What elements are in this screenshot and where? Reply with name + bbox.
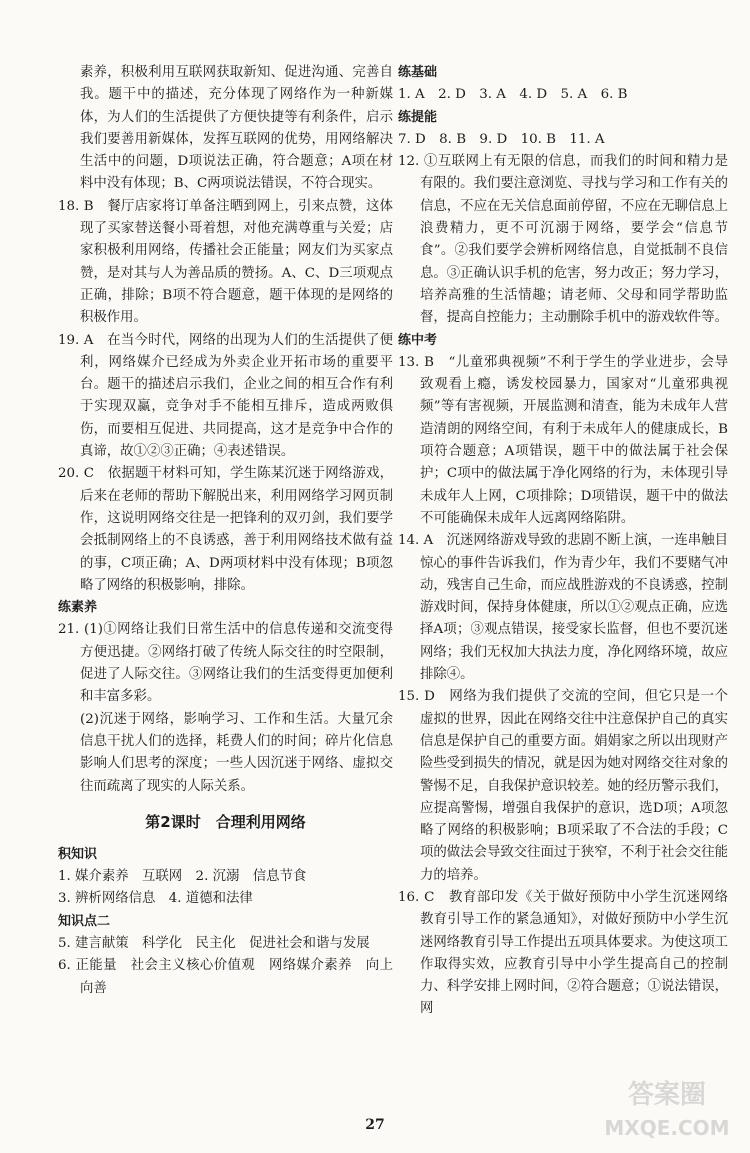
answer-12: 12. ①互联网上有无限的信息，而我们的时间和精力是有限的。我们要注意浏览、寻找与学习和工作有关的信息，不应在无关信息面前停留，不应在无聊信息上浪费精力，更不可沉溺于网络，要学会“信息节食”。②我们要学会辨析网络信息，自觉抵制不良信息。③正确认识手机的危害，努力改正；努力学习，培养高雅的生活情趣；请老师、父母和同学帮助监督，提高自控能力；主动删除手机中的游戏软件等。 [398,154,728,326]
knowledge-items-3-4: 3. 辨析网络信息 4. 道德和法律 [58,891,253,907]
section-heading-tineng: 练提能 [398,109,438,125]
knowledge-item-5: 5. 建言献策 科学化 民主化 促进社会和谐与发展 [58,935,370,951]
watermark-text-url: MXQE.COM [604,1116,730,1140]
section-heading-suyang: 练素养 [58,600,98,616]
answer-14: 14. A 沉迷网络游戏导致的悲剧不断上演，一连串触目惊心的事件告诉我们，作为青少年，我们不要赌气冲动，残害自己生命，而应战胜游戏的不良诱惑，控制游戏时间，保持身体健康，所以①②观点正确，应选择A项；③观点错误，接受家长监督，但也不要沉迷网络；我们无权加大执法力度，净化网络环境，故应排除④。 [398,533,728,683]
answers-tineng: 7. D 8. B 9. D 10. B 11. A [398,131,605,147]
section-heading-jizhishi: 积知识 [58,846,98,862]
page-number: 27 [365,1117,385,1133]
knowledge-items-1-2: 1. 媒介素养 互联网 2. 沉溺 信息节食 [58,869,307,885]
section-heading-jichu: 练基础 [398,65,438,80]
watermark-text-cn: 答案圈 [627,1080,707,1110]
watermark-logo [592,1067,742,1147]
section-heading-zhishidian2: 知识点二 [58,913,111,929]
answer-17-continuation: 素养，积极利用互联网获取新知、促进沟通、完善自我。题干中的描述，充分体现了网络作为一种新媒体，为人们的生活提供了方便快捷等有利条件，启示我们要善用新媒体，发挥互联网的优势，用网络解决生活中的问题，D项说法正确，符合题意；A项在材料中没有体现；B、C两项说法错误，不符合现实。 [80,65,393,192]
answer-21-part1: 21. (1)①网络让我们日常生活中的信息传递和交流变得方便迅捷。②网络打破了传统人际交往的时空限制，促进了人际交往。③网络让我们的生活变得更加便利和丰富多彩。 [58,622,393,705]
answer-16: 16. C 教育部印发《关于做好预防中小学生沉迷网络教育引导工作的紧急通知》，对做好预防中小学生沉迷网络教育引导工作提出五项具体要求。为使这项工作取得实效，应教育引导中小学生提高自己的控制力、科学安排上网时间，②符合题意；①说法错误，网 [398,889,728,1017]
answer-15: 15. D 网络为我们提供了交流的空间，但它只是一个虚拟的世界，因此在网络交往中注意保护自己的真实信息是保护自己的重要方面。娟娟家之所以出现财产险些受到损失的情况，就是因为她对网络交往对象的警惕不足，自我保护意识较差。她的经历警示我们，应提高警惕，增强自我保护的意识，选D项；A项忽略了网络的积极影响；B项采取了不合法的手段；C项的做法会导致交往面过于狭窄，不利于社会交往能力的培养。 [398,689,728,883]
left-column [58,62,393,1000]
answer-21-part2: (2)沉迷于网络，影响学习、工作和生活。大量冗余信息干扰人们的选择，耗费人们的时间；碎片化信息影响人们思考的深度；一些人因沉迷于网络、虚拟交往而疏离了现实的人际关系。 [80,711,393,794]
answer-13: 13. B “儿童邪典视频”不利于学生的学业进步，会导致观看上瘾，诱发校园暴力，国家对“儿童邪典视频”等有害视频，开展监测和清查，能为未成年人营造清朗的网络空间，有利于未成年人的健康成长，B项符合题意；A项错误，题干中的做法属于社会保护；C项中的做法属于净化网络的行为，未体现引导未成年人上网，C项排除；D项错误，题干中的做法不可能确保未成年人远离网络陷阱。 [398,354,728,526]
right-column [398,62,728,1021]
answers-jichu: 1. A 2. D 3. A 4. D 5. A 6. B [398,87,628,103]
answer-19: 19. A 在当今时代，网络的出现为人们的生活提供了便利，网络媒介已经成为外卖企业开拓市场的重要平台。题干的描述启示我们，企业之间的相互合作有利于实现双赢，竞争对手不能相互排斥，造成两败俱伤，而要相互促进、共同提高，这才是竞争中合作的真谛，故①②③正确；④表述错误。 [58,332,393,460]
section-heading-zhongkao: 练中考 [398,332,438,348]
answer-18: 18. B 餐厅店家将订单备注晒到网上，引来点赞，这体现了买家替送餐小哥着想，对他充满尊重与关爱；店家积极利用网络，传播社会正能量；网友们为买家点赞，是对其与人为善品质的赞扬。A、C、D三项观点正确，排除；B项不符合题意，题干体现的是网络的积极作用。 [58,198,393,326]
lesson-title: 第2课时 合理利用网络 [145,812,306,831]
knowledge-item-6: 6. 正能量 社会主义核心价值观 网络媒介素养 向上向善 [58,958,393,996]
answer-20: 20. C 依据题干材料可知，学生陈某沉迷于网络游戏，后来在老师的帮助下解脱出来，利用网络学习网页制作，这说明网络交往是一把锋利的双刃剑，我们要学会抵制网络上的不良诱惑，善于利用网络技术做有益的事，C项正确；A、D两项材料中没有体现；B项忽略了网络的积极影响，排除。 [58,466,393,593]
